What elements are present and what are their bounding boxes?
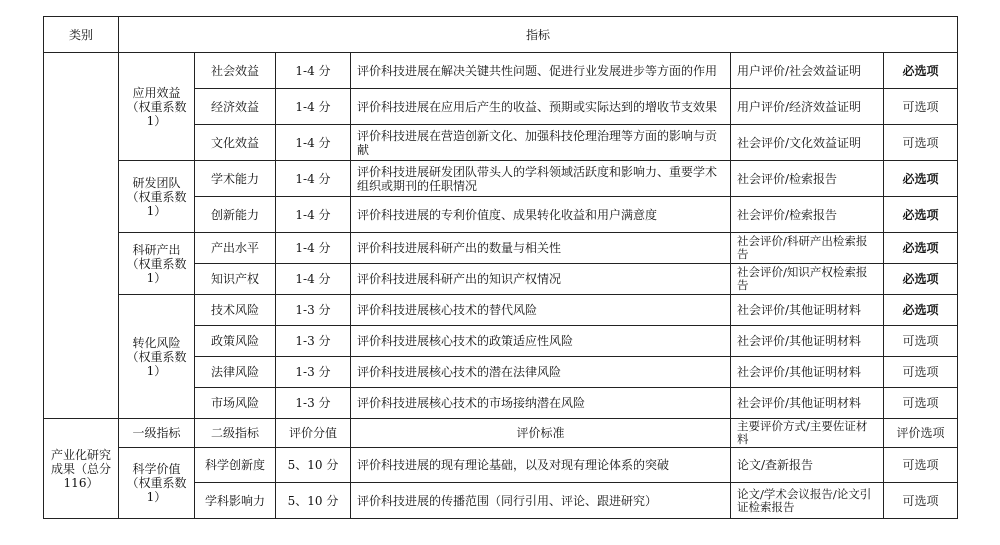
evaluation-indicator-table: [43, 16, 958, 519]
level2-name: 学术能力: [195, 161, 276, 197]
level2-name: 技术风险: [195, 295, 276, 326]
evaluation-method: 论文/学术会议报告/论文引证检索报告: [731, 483, 884, 519]
evaluation-standard: 评价科技进展在应用后产生的收益、预期或实际达到的增收节支效果: [351, 89, 731, 125]
level1-label: 研发团队（权重系数 1）: [119, 161, 195, 233]
level2-name: 经济效益: [195, 89, 276, 125]
score-range: 1-4 分: [276, 264, 351, 295]
evaluation-standard: 评价科技进展在解决关键共性问题、促进行业发展进步等方面的作用: [351, 53, 731, 89]
option-value: 必选项: [884, 53, 958, 89]
score-range: 1-4 分: [276, 53, 351, 89]
score-range: 1-3 分: [276, 357, 351, 388]
header-indicator: 指标: [119, 17, 958, 53]
score-range: 5、10 分: [276, 483, 351, 519]
evaluation-standard: 评价科技进展研发团队带头人的学科领域活跃度和影响力、重要学术组织或期刊的任职情况: [351, 161, 731, 197]
table-row: [44, 53, 958, 89]
score-range: 1-4 分: [276, 89, 351, 125]
option-value: 可选项: [884, 388, 958, 419]
header-category: 类别: [44, 17, 119, 53]
level2-name: 法律风险: [195, 357, 276, 388]
evaluation-standard: 评价科技进展的现有理论基础，以及对现有理论体系的突破: [351, 448, 731, 483]
level2-name: 文化效益: [195, 125, 276, 161]
level2-name: 创新能力: [195, 197, 276, 233]
subheader-level2: 二级指标: [195, 419, 276, 448]
option-value: 必选项: [884, 264, 958, 295]
evaluation-standard: 评价科技进展核心技术的潜在法律风险: [351, 357, 731, 388]
evaluation-method: 社会评价/其他证明材料: [731, 388, 884, 419]
subheader-standard: 评价标准: [351, 419, 731, 448]
evaluation-standard: 评价科技进展的传播范围（同行引用、评论、跟进研究）: [351, 483, 731, 519]
level1-label: 科学价值（权重系数 1）: [119, 448, 195, 519]
category-cell-empty: [44, 53, 119, 419]
evaluation-method: 社会评价/知识产权检索报告: [731, 264, 884, 295]
evaluation-method: 社会评价/检索报告: [731, 197, 884, 233]
option-value: 必选项: [884, 233, 958, 264]
subheader-level1: 一级指标: [119, 419, 195, 448]
option-value: 必选项: [884, 197, 958, 233]
score-range: 1-4 分: [276, 125, 351, 161]
option-value: 可选项: [884, 357, 958, 388]
evaluation-standard: 评价科技进展科研产出的知识产权情况: [351, 264, 731, 295]
option-value: 可选项: [884, 125, 958, 161]
evaluation-standard: 评价科技进展科研产出的数量与相关性: [351, 233, 731, 264]
evaluation-method: 社会评价/其他证明材料: [731, 295, 884, 326]
level2-name: 政策风险: [195, 326, 276, 357]
subheader-option: 评价选项: [884, 419, 958, 448]
level2-name: 知识产权: [195, 264, 276, 295]
score-range: 1-4 分: [276, 233, 351, 264]
table-row: [44, 161, 958, 197]
score-range: 1-4 分: [276, 161, 351, 197]
score-range: 1-4 分: [276, 197, 351, 233]
table-header-row: [44, 17, 958, 53]
level2-name: 学科影响力: [195, 483, 276, 519]
level2-name: 市场风险: [195, 388, 276, 419]
evaluation-method: 社会评价/其他证明材料: [731, 326, 884, 357]
table-row: [44, 295, 958, 326]
level2-name: 科学创新度: [195, 448, 276, 483]
score-range: 1-3 分: [276, 326, 351, 357]
level1-label: 应用效益（权重系数 1）: [119, 53, 195, 161]
evaluation-method: 论文/查新报告: [731, 448, 884, 483]
indicator-table-page: [43, 16, 958, 519]
evaluation-standard: 评价科技进展核心技术的替代风险: [351, 295, 731, 326]
option-value: 必选项: [884, 295, 958, 326]
option-value: 可选项: [884, 483, 958, 519]
score-range: 5、10 分: [276, 448, 351, 483]
option-value: 必选项: [884, 161, 958, 197]
table-subheader-row: [44, 419, 958, 448]
evaluation-method: 社会评价/科研产出检索报告: [731, 233, 884, 264]
option-value: 可选项: [884, 89, 958, 125]
level2-name: 产出水平: [195, 233, 276, 264]
evaluation-standard: 评价科技进展核心技术的市场接纳潜在风险: [351, 388, 731, 419]
score-range: 1-3 分: [276, 388, 351, 419]
option-value: 可选项: [884, 448, 958, 483]
evaluation-method: 社会评价/文化效益证明: [731, 125, 884, 161]
evaluation-method: 用户评价/社会效益证明: [731, 53, 884, 89]
score-range: 1-3 分: [276, 295, 351, 326]
category-label: 产业化研究成果（总分 116）: [44, 419, 119, 519]
evaluation-method: 社会评价/检索报告: [731, 161, 884, 197]
evaluation-standard: 评价科技进展核心技术的政策适应性风险: [351, 326, 731, 357]
evaluation-standard: 评价科技进展在营造创新文化、加强科技伦理治理等方面的影响与贡献: [351, 125, 731, 161]
evaluation-method: 用户评价/经济效益证明: [731, 89, 884, 125]
subheader-method: 主要评价方式/主要佐证材料: [731, 419, 884, 448]
level1-label: 科研产出（权重系数 1）: [119, 233, 195, 295]
evaluation-standard: 评价科技进展的专利价值度、成果转化收益和用户满意度: [351, 197, 731, 233]
level2-name: 社会效益: [195, 53, 276, 89]
table-row: [44, 448, 958, 483]
table-row: [44, 233, 958, 264]
subheader-score: 评价分值: [276, 419, 351, 448]
evaluation-method: 社会评价/其他证明材料: [731, 357, 884, 388]
level1-label: 转化风险（权重系数 1）: [119, 295, 195, 419]
option-value: 可选项: [884, 326, 958, 357]
